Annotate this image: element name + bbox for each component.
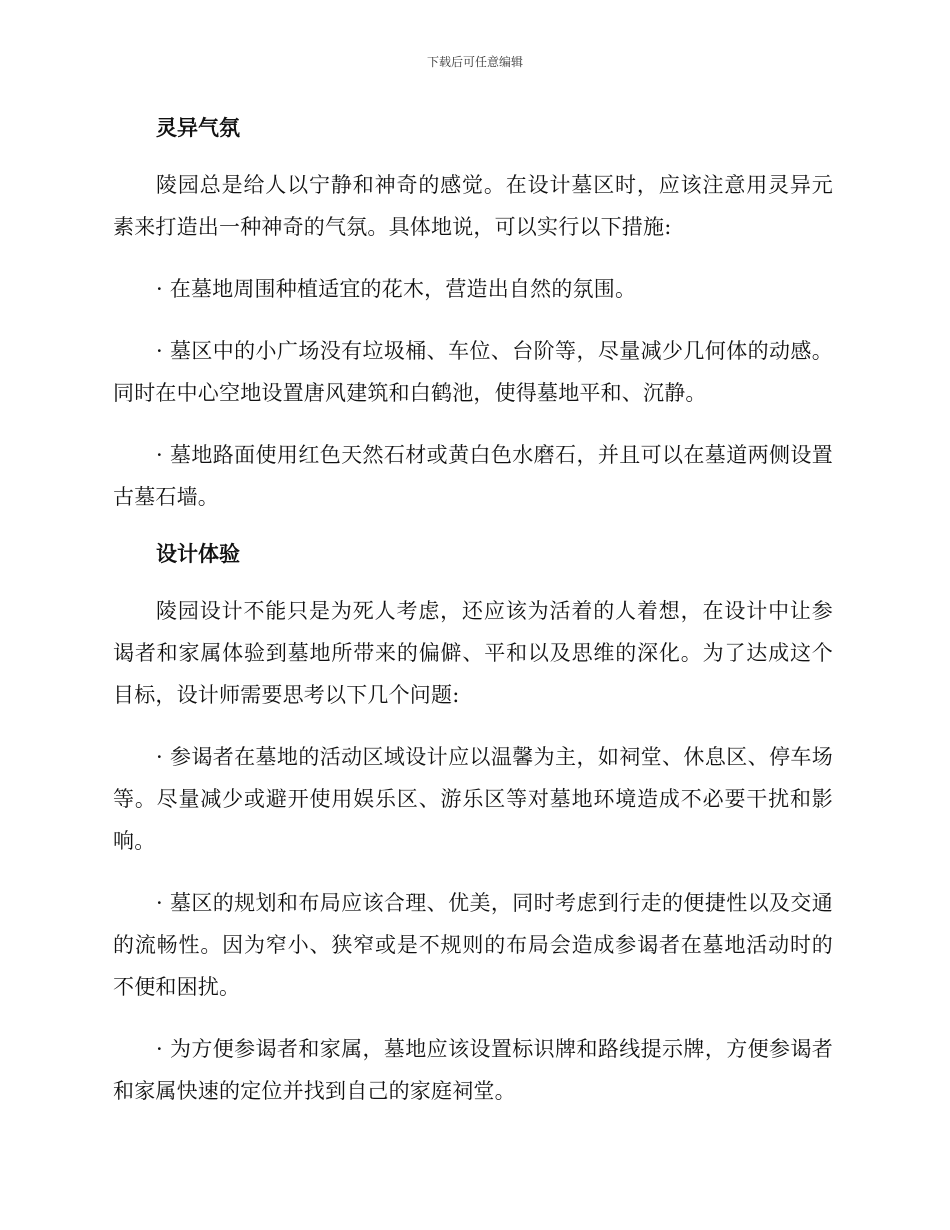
section-heading: 设计体验 <box>156 542 240 566</box>
section-design-experience <box>113 536 833 1112</box>
bullet-item: · 墓区中的小广场没有垃圾桶、车位、台阶等，尽量减少几何体的动感。同时在中心空地设置唐风建筑和白鹤池，使得墓地平和、沉静。 <box>113 339 833 405</box>
bullet-item: · 在墓地周围种植适宜的花木，营造出自然的氛围。 <box>156 277 637 301</box>
bullet-item: · 墓地路面使用红色天然石材或黄白色水磨石，并且可以在墓道两侧设置古墓石墙。 <box>113 443 833 509</box>
document-body <box>113 110 833 1112</box>
bullet-item: · 为方便参谒者和家属，墓地应该设置标识牌和路线提示牌，方便参谒者和家属快速的定位并找到自己的家庭祠堂。 <box>113 1037 833 1103</box>
section-intro: 陵园总是给人以宁静和神奇的感觉。在设计墓区时，应该注意用灵异元素来打造出一种神奇的气氛。具体地说，可以实行以下措施: <box>113 173 833 239</box>
section-heading: 灵异气氛 <box>156 116 240 140</box>
bullet-item: · 参谒者在墓地的活动区域设计应以温馨为主，如祠堂、休息区、停车场等。尽量减少或避开使用娱乐区、游乐区等对墓地环境造成不必要干扰和影响。 <box>113 745 833 853</box>
section-intro: 陵园设计不能只是为死人考虑，还应该为活着的人着想，在设计中让参谒者和家属体验到墓地所带来的偏僻、平和以及思维的深化。为了达成这个目标，设计师需要思考以下几个问题: <box>113 599 833 707</box>
header-note: 下载后可任意编辑 <box>426 55 523 69</box>
bullet-item: · 墓区的规划和布局应该合理、优美，同时考虑到行走的便捷性以及交通的流畅性。因为窄小、狭窄或是不规则的布局会造成参谒者在墓地活动时的不便和困扰。 <box>113 891 833 999</box>
section-atmosphere <box>113 110 833 518</box>
